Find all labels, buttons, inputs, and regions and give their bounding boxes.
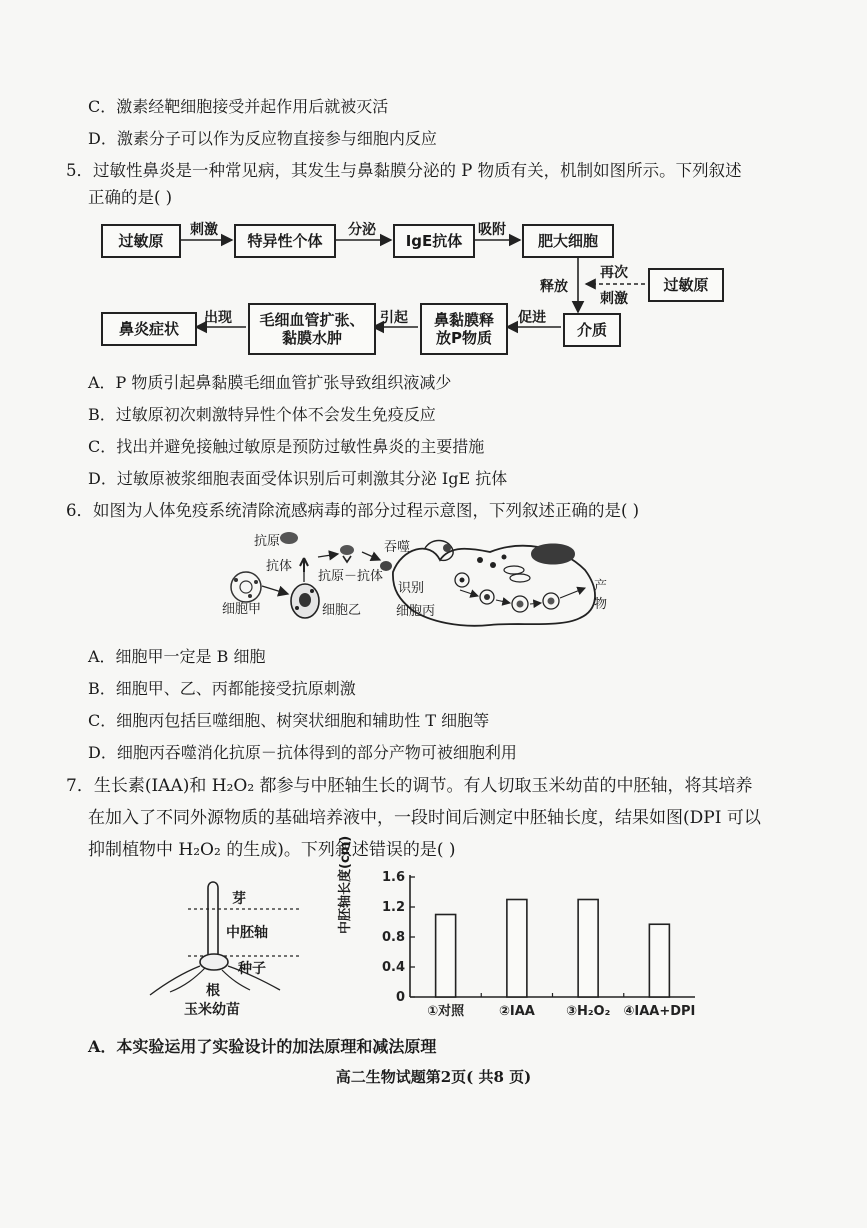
q5-option-b: B．过敏原初次刺激特异性个体不会发生免疫反应 [88,405,436,424]
q5-stem-line1: 5．过敏性鼻炎是一种常见病，其发生与鼻黏膜分泌的 P 物质有关，机制如图所示。下列叙述 [66,161,742,180]
q5-option-a: A．P 物质引起鼻黏膜毛细血管扩张导致组织液减少 [88,373,452,392]
y-tick-label: 1.2 [381,900,405,915]
box-mast-cell: 肥大细胞 [522,224,614,258]
x-tick-label: ③H₂O₂ [565,1004,611,1019]
chart-bar [436,915,456,998]
q6-option-b: B．细胞甲、乙、丙都能接受抗原刺激 [88,679,356,698]
label-again-stimulate: 刺激 [600,291,628,307]
chart-bar [578,900,598,998]
y-tick-label: 0 [395,990,405,1005]
label-appear: 出现 [204,310,232,326]
fig-label-cell-c: 细胞丙 [396,604,436,619]
seedling-label-mesocotyl: 中胚轴 [226,925,268,941]
box-nasal-line2: 放P物质 [436,329,492,347]
label-again: 再次 [600,265,628,281]
y-tick-label: 0.8 [381,930,405,945]
q5-stem-line2: 正确的是( ) [88,188,173,207]
fig-label-product-1: 产 [594,579,608,594]
q7-stem-line1: 7．生长素(IAA)和 H₂O₂ 都参与中胚轴生长的调节。有人切取玉米幼苗的中胚轴，将其培养 [66,776,753,796]
fig-label-product-2: 物 [594,597,608,612]
fig-label-recognize: 识别 [398,581,425,596]
q7-option-a: A．本实验运用了实验设计的加法原理和减法原理 [88,1037,437,1056]
page-footer: 高二生物试题第2页( 共8 页) [335,1068,532,1086]
q6-option-a: A．细胞甲一定是 B 细胞 [88,647,266,666]
fig-label-complex: 抗原－抗体 [318,569,384,584]
q6-option-d: D．细胞丙吞噬消化抗原－抗体得到的部分产物可被细胞利用 [88,743,517,762]
box-capillary-line2: 黏膜水肿 [281,329,342,347]
chart-category-labels [427,1003,695,1019]
box-nasal-line1: 鼻黏膜释 [433,311,494,329]
q6-stem: 6．如图为人体免疫系统清除流感病毒的部分过程示意图，下列叙述正确的是( ) [66,501,640,520]
x-tick-label: ④IAA+DPI [623,1004,696,1019]
seedling-caption: 玉米幼苗 [184,1002,240,1018]
y-tick-label: 0.4 [381,960,405,975]
box-medium: 介质 [563,313,621,347]
y-tick-label: 1.6 [381,870,405,885]
fig-label-cell-a: 细胞甲 [222,602,262,617]
box-allergen-first: 过敏原 [101,224,181,258]
label-release: 释放 [540,279,568,295]
fig-label-antigen: 抗原 [254,534,281,549]
seedling-label-seed: 种子 [238,961,266,977]
box-ige-antibody: IgE抗体 [393,224,475,258]
q6-option-c: C．细胞丙包括巨噬细胞、树突状细胞和辅助性 T 细胞等 [88,711,490,730]
seedling-label-root: 根 [206,983,220,999]
q7-stem-line2: 在加入了不同外源物质的基础培养液中，一段时间后测定中胚轴长度，结果如图(DPI 可以 [88,808,761,828]
q4-option-d: D．激素分子可以作为反应物直接参与细胞内反应 [88,129,437,148]
q7-stem-line3: 抑制植物中 H₂O₂ 的生成)。下列叙述错误的是( ) [88,840,456,860]
box-specific-individual: 特异性个体 [234,224,336,258]
q4-option-c: C．激素经靶细胞接受并起作用后就被灭活 [88,97,389,116]
box-capillary-line1: 毛细血管扩张、 [259,311,365,329]
fig-label-cell-b: 细胞乙 [322,603,362,618]
chart-bar [507,900,527,998]
label-stimulate: 刺激 [190,222,218,238]
fig-label-antibody: 抗体 [266,559,293,574]
q5-option-d: D．过敏原被浆细胞表面受体识别后可刺激其分泌 IgE 抗体 [88,469,508,488]
chart-bar [649,924,669,997]
seedling-label-bud: 芽 [232,891,246,907]
x-tick-label: ②IAA [498,1004,535,1019]
label-adsorb: 吸附 [478,222,506,238]
x-tick-label: ①对照 [427,1004,465,1019]
q5-option-c: C．找出并避免接触过敏原是预防过敏性鼻炎的主要措施 [88,437,485,456]
box-allergen-second: 过敏原 [648,268,724,302]
label-cause: 引起 [380,310,408,326]
chart-ylabel: 中胚轴长度(cm) [338,835,353,934]
fig-label-engulf: 吞噬 [384,540,411,555]
chart-bars [436,900,670,998]
label-secrete: 分泌 [348,222,376,238]
label-promote: 促进 [518,310,546,326]
box-rhinitis-symptom: 鼻炎症状 [101,312,197,346]
